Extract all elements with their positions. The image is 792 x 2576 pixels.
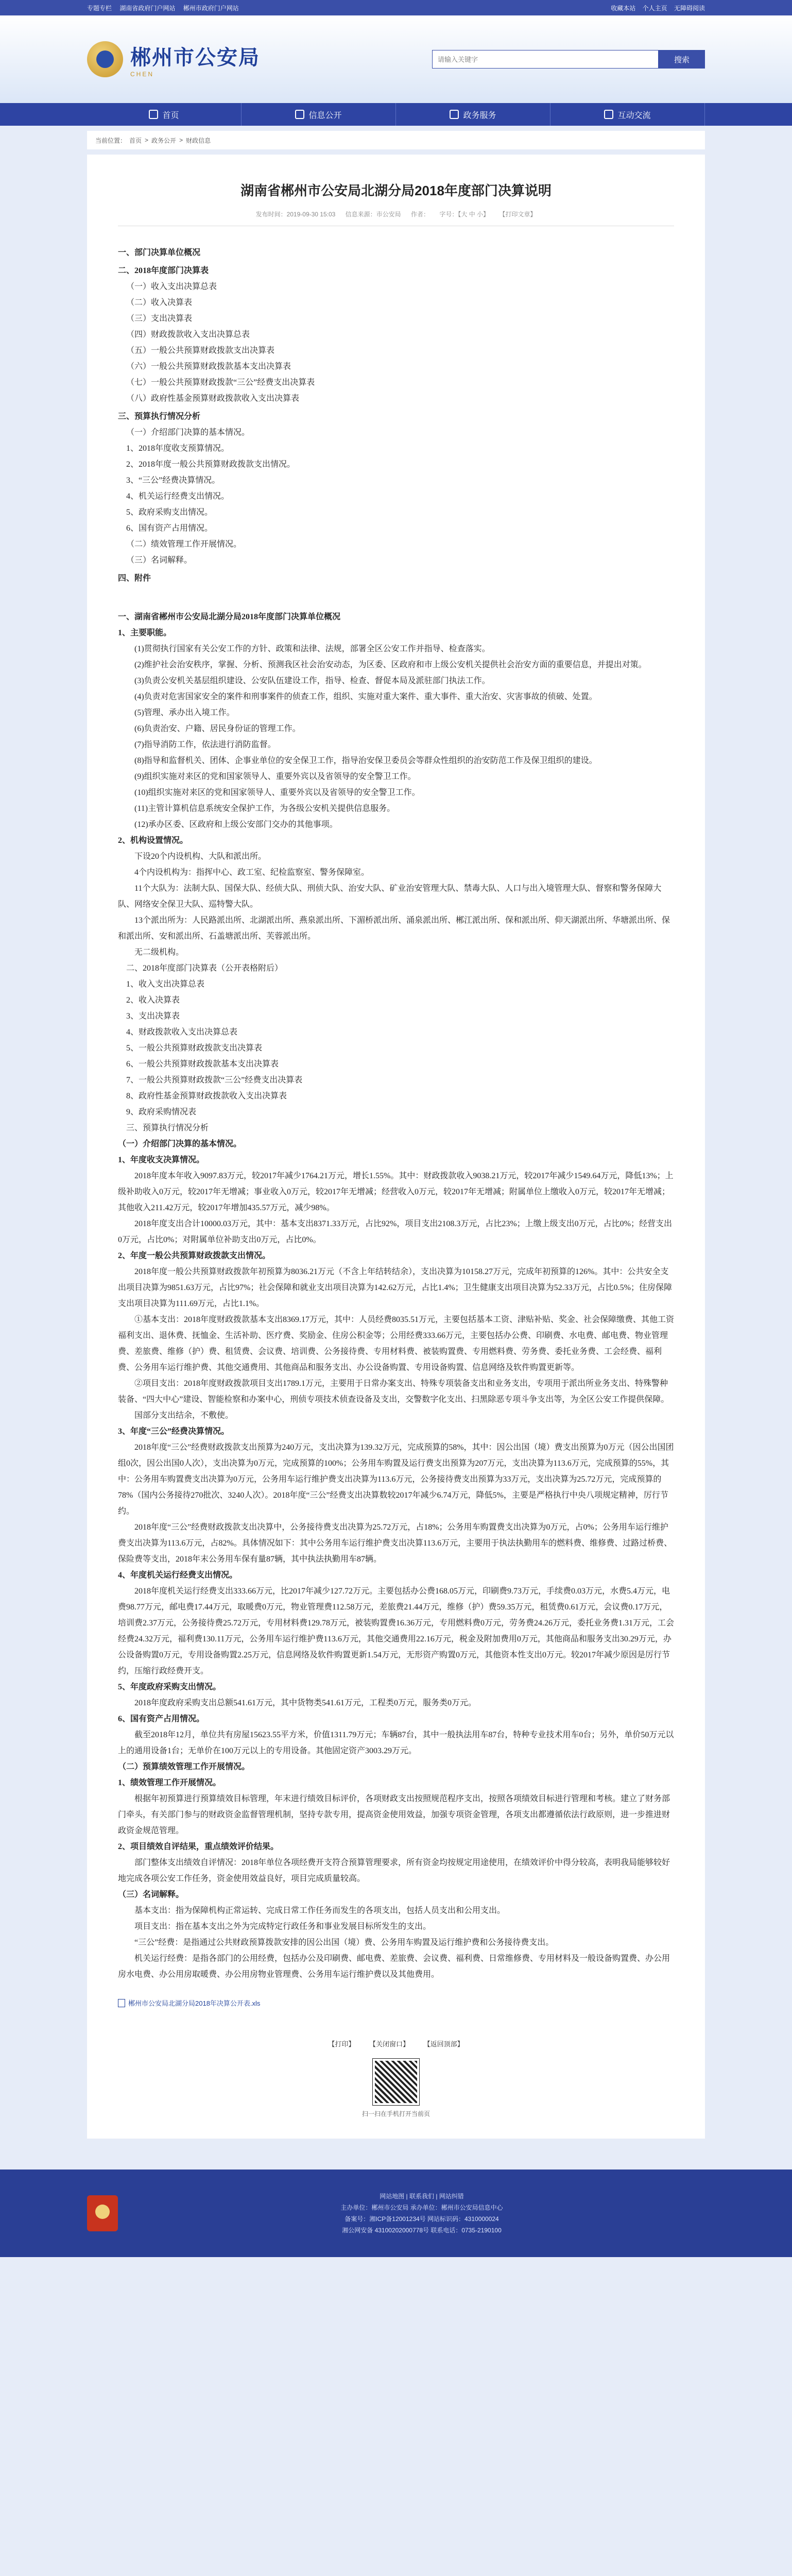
section-heading: 5、政府采购支出情况。 [126,508,213,517]
breadcrumb-label: 当前位置： [95,137,127,144]
article-meta [118,210,674,226]
section-heading: （一）收入支出决算总表 [126,282,217,291]
attachment-link[interactable] [118,1998,674,2008]
breadcrumb-sep: > [179,137,183,144]
paragraph: 项目支出：指在基本支出之外为完成特定行政任务和事业发展目标所发生的支出。 [134,1922,432,1931]
paragraph: ②项目支出：2018年度财政拨款项目支出1789.1万元，主要用于日常办案支出、特殊专项装备支出和业务支出，专项用于派出所业务支出、特殊警种装备、“四大中心”建设、智能检察和办案中心，刑侦专项技术侦查设备及支出，交警数字化支出、扫黑除恶专项斗争支出等，为全区公安工作提供保障。 [118,1379,669,1404]
section-heading: 4、财政拨款收入支出决算总表 [126,1028,238,1037]
service-icon [450,110,459,119]
paragraph: (3)负责公安机关基层组织建设、公安队伍建设工作，指导、检查、督促本局及派驻部门执法工作。 [134,676,490,685]
section-heading: 8、政府性基金预算财政拨款收入支出决算表 [126,1092,287,1100]
section-heading: （二）收入决算表 [126,298,193,307]
search-bar [432,50,705,69]
paragraph: (1)贯彻执行国家有关公安工作的方针、政策和法律、法规，部署全区公安工作并指导、检查落实。 [134,645,490,653]
paragraph: “三公”经费：是指通过公共财政预算拨款安排的因公出国（境）费、公务用车购置及运行维护费和公务接待费支出。 [134,1938,554,1947]
section-heading: 二、2018年度部门决算表 [118,266,209,275]
nav-interaction[interactable] [550,103,705,126]
paragraph: 2018年度“三公”经费财政拨款支出决算中，公务接待费支出决算为25.72万元，占18%；公务用车购置费支出决算为0万元，占0%；公务用车运行维护费支出决算为113.6万元，占82%。具体情况如下：其中公务用车运行维护费支出决算113.6万元，主要用于执法执勤用车的燃料费、维修费、过路过桥费、保险费等支出，2018年末公务用车保有量87辆，其中执法执勤用车87辆。 [118,1523,673,1564]
print-button[interactable]: 【打印】 [328,2040,355,2048]
breadcrumb-section[interactable]: 政务公开 [151,137,177,144]
accessibility-link[interactable]: 无障碍阅读 [674,4,705,12]
breadcrumb-home[interactable]: 首页 [129,137,142,144]
close-window-button[interactable]: 【关闭窗口】 [369,2040,409,2048]
footer-lines [139,2191,705,2236]
section-heading: （七）一般公共预算财政拨款“三公”经费支出决算表 [126,378,315,387]
home-icon [149,110,158,119]
paragraph: 2018年度支出合计10000.03万元，其中：基本支出8371.33万元，占比92%，项目支出2108.3万元，占比23%；上缴上级支出0万元，占比0%；经营支出0万元，占比0%；对附属单位补助支出0万元，占比0%。 [118,1219,672,1244]
footer-links[interactable]: 网站地图 | 联系我们 | 网站纠错 [380,2193,464,2200]
nav-info-disclosure[interactable] [242,103,396,126]
section-heading: 一、湖南省郴州市公安局北湖分局2018年度部门决算单位概况 [118,613,341,621]
section-gap [118,586,674,609]
author: 作者： [411,211,430,218]
font-size-control[interactable]: 字号：【大 中 小】 [439,211,490,218]
section-heading: 6、国有资产占用情况。 [118,1715,205,1723]
top-link[interactable]: 湖南省政府门户网站 [119,4,176,12]
table-of-contents [118,245,674,586]
page-title: 湖南省郴州市公安局北湖分局2018年度部门决算说明 [240,183,552,198]
section-heading: （一）介绍部门决算的基本情况。 [118,1140,242,1148]
paragraph: (6)负责治安、户籍、居民身份证的管理工作。 [134,724,301,733]
site-name: 郴州市公安局 [130,46,260,69]
top-link[interactable]: 郴州市政府门户网站 [183,4,239,12]
section-heading: 一、部门决算单位概况 [118,248,201,257]
paragraph: 截至2018年12月，单位共有房屋15623.55平方米，价值1311.79万元；车辆87台，其中一般执法用车87台，特种专业技术用车0台；另外，单价50万元以上的通用设备1台；无单价在100万元以上的专用设备。其他固定资产3003.29万元。 [118,1731,674,1755]
paragraph: (8)指导和监督机关、团体、企事业单位的安全保卫工作，指导治安保卫委员会等群众性组织的治安防范工作及保卫组织的建设。 [134,756,597,765]
paragraph: 基本支出：指为保障机构正常运转、完成日常工作任务而发生的各项支出，包括人员支出和公用支出。 [134,1906,506,1915]
paragraph: (12)承办区委、区政府和上级公安部门交办的其他事项。 [134,820,338,829]
paragraph: 4个内设机构为：指挥中心、政工室、纪检监察室、警务保障室。 [134,868,370,877]
qr-code [373,2059,419,2105]
paragraph: 2018年度一般公共预算财政拨款年初预算为8036.21万元（不含上年结转结余），支出决算为10158.27万元，完成年初预算的126%。其中：公共安全支出项目决算为9851.63万元，占比97%；社会保障和就业支出项目决算为142.62万元，占比1.4%；卫生健康支出项目决算为52.33万元，占比0.5%；住房保障支出项目决算为111.69万元，占比1.1%。 [118,1267,672,1308]
section-heading: 9、政府采购情况表 [126,1108,197,1116]
police-emblem-icon [87,41,123,77]
section-heading: （三）名词解释。 [126,556,193,565]
paragraph: 13个派出所为：人民路派出所、北湖派出所、燕泉派出所、下湄桥派出所、涌泉派出所、郴江派出所、保和派出所、仰天湖派出所、华塘派出所、保和派出所、安和派出所、石盖塘派出所、芙蓉派出所。 [118,916,670,941]
site-header [0,15,792,103]
paragraph: (11)主管计算机信息系统安全保护工作，为各级公安机关提供信息服务。 [134,804,395,813]
site-logo[interactable] [87,41,260,78]
attachment-name: 郴州市公安局北湖分局2018年决算公开表.xls [128,1999,261,2007]
section-heading: 7、一般公共预算财政拨款“三公”经费支出决算表 [126,1076,303,1084]
breadcrumb-sep: > [145,137,149,144]
paragraph: (5)管理、承办出入境工作。 [134,708,235,717]
footer-line: 主办单位：郴州市公安局 承办单位：郴州市公安局信息中心 [340,2204,503,2211]
section-heading: 6、国有资产占用情况。 [126,524,213,533]
top-links [87,4,245,12]
paragraph: 机关运行经费：是指各部门的公用经费，包括办公及印刷费、邮电费、差旅费、会议费、福利费、日常维修费、专用材料及一般设备购置费、办公用房水电费、办公用房取暖费、办公用房物业管理费、公务用车运行维护费以及其他费用。 [118,1954,670,1979]
section-heading: 1、收入支出决算总表 [126,980,205,989]
section-heading: 四、附件 [118,574,151,583]
site-sub: CHEN [130,70,154,78]
section-heading: 3、支出决算表 [126,1012,180,1021]
paragraph: 部门整体支出绩效自评情况：2018年单位各项经费开支符合预算管理要求，所有资金均按规定用途使用，在绩效评价中得分较高，表明我局能够较好地完成各项公安工作任务，资金使用效益良好，项目完成质量较高。 [118,1858,670,1883]
paragraph: (9)组织实施对来区的党和国家领导人、重要外宾以及省领导的安全警卫工作。 [134,772,416,781]
breadcrumb-current[interactable]: 财政信息 [186,137,211,144]
back-to-top-button[interactable]: 【返回顶部】 [423,2040,464,2048]
section-heading: 1、主要职能。 [118,629,172,637]
article-content [118,609,674,1982]
paragraph: 2018年度本年收入9097.83万元，较2017年减少1764.21万元，增长1.55%。其中：财政拨款收入9038.21万元，较2017年减少1549.64万元，降低13%；上级补助收入0万元，较2017年无增减；事业收入0万元，较2017年无增减；经营收入0万元，较2017年无增减；附属单位上缴收入0万元，较2017年无增减；其他收入211.42万元，较2017年增加435.57万元，减少98%。 [118,1172,674,1212]
article-body [118,245,674,2008]
nav-label: 首页 [162,111,179,120]
paragraph: 国部分支出结余，不敷使。 [134,1411,234,1420]
search-button[interactable]: 搜索 [659,50,705,69]
chat-icon [604,110,613,119]
paragraph: (7)指导消防工作，依法进行消防监督。 [134,740,276,749]
search-input[interactable] [432,50,659,69]
source: 信息来源：市公安局 [345,211,401,218]
section-heading: （五）一般公共预算财政拨款支出决算表 [126,346,275,355]
section-heading: 5、一般公共预算财政拨款支出决算表 [126,1044,263,1053]
section-heading: 2、收入决算表 [126,996,180,1005]
paragraph: 无二级机构。 [134,948,184,957]
nav-home[interactable] [87,103,242,126]
paragraph: 11个大队为：法制大队、国保大队、经侦大队、刑侦大队、治安大队、矿业治安管理大队、禁毒大队、人口与出入境管理大队、督察和警务保障大队、网络安全保卫大队、巡特警大队。 [118,884,662,909]
paragraph: (10)组织实施对来区的党和国家领导人、重要外宾以及省领导的安全警卫工作。 [134,788,420,797]
paragraph: (2)维护社会治安秩序，掌握、分析、预测我区社会治安动态，为区委、区政府和市上级公安机关提供社会治安方面的重要信息，并提出对策。 [134,660,647,669]
section-heading: 1、年度收支决算情况。 [118,1156,205,1164]
section-heading: （六）一般公共预算财政拨款基本支出决算表 [126,362,291,371]
paragraph: (4)负责对危害国家安全的案件和刑事案件的侦查工作，组织、实施对重大案件、重大事件、重大治安、灾害事故的侦破、处置。 [134,692,597,701]
nav-label: 互动交流 [617,111,651,120]
section-heading: （一）介绍部门决算的基本情况。 [126,428,250,437]
section-heading: 2、项目绩效自评结果，重点绩效评价结果。 [118,1842,279,1851]
section-heading: （三）支出决算表 [126,314,193,323]
article-page [87,155,705,2139]
section-heading: 5、年度政府采购支出情况。 [118,1683,221,1691]
main-nav [0,103,792,126]
party-badge-icon[interactable] [87,2195,118,2231]
document-icon [295,110,304,119]
section-heading: 1、2018年度收支预算情况。 [126,444,230,453]
top-right-links [606,4,705,12]
section-heading: 4、年度机关运行经费支出情况。 [118,1571,238,1580]
paragraph: 下设20个内设机构、大队和派出所。 [134,852,267,861]
section-heading: 3、“三公”经费决算情况。 [126,476,220,485]
print-link[interactable]: 【打印文章】 [499,211,537,218]
section-heading: 2、2018年度一般公共预算财政拨款支出情况。 [126,460,296,469]
personal-link[interactable]: 个人主页 [642,4,667,12]
section-heading: （二）预算绩效管理工作开展情况。 [118,1762,250,1771]
paragraph: 2018年度机关运行经费支出333.66万元，比2017年减少127.72万元。主要包括办公费168.05万元，印刷费9.73万元，手续费0.03万元，水费5.4万元，电费98.77万元，邮电费17.44万元，取暖费0万元，物业管理费112.58万元，差旅费21.44万元，维修（护）费59.35万元，租赁费0.61万元，会议费0.17万元，培训费2.37万元，公务接待费25.72万元，专用材料费129.78万元，被装购置费16.36万元，专用燃料费0万元，劳务费24.26万元，委托业务费1.31万元，工会经费24.32万元，福利费130.11万元，公务用车运行维护费113.6万元，其他交通费用22.16万元，税金及附加费用0万元，其他商品和服务支出30.29万元，办公设备购置0万元，专用设备购置2.25万元，信息网络及软件购置更新1.54万元，无形资产购置0万元，其他资本性支出0万元。较2017年减少原因是厉行节约，压缩行政经费开支。 [118,1587,675,1675]
section-heading: 2、年度一般公共预算财政拨款支出情况。 [118,1251,271,1260]
file-icon [118,1999,125,2007]
section-heading: 6、一般公共预算财政拨款基本支出决算表 [126,1060,279,1069]
publish-time: 发布时间：2019-09-30 15:03 [255,211,336,218]
article-tools [118,2039,674,2048]
section-heading: 三、预算执行情况分析 [126,1124,209,1132]
paragraph: 根据年初预算进行预算绩效目标管理，年末进行绩效目标评价，各项财政支出按照规范程序支出，按照各项绩效目标进行管理和考核。建立了财务部门牵头，有关部门参与的财政资金监督管理机制，坚持专款专用，提高资金使用效益，加强专项资金管理，各项支出都遵循依法行政原则，进一步推进财政资金规范管理。 [118,1794,670,1835]
footer-line: 备案号：湘ICP备12001234号 网站标识码：4310000024 [345,2215,499,2223]
nav-services[interactable] [396,103,550,126]
qr-label: 扫一扫在手机打开当前页 [361,2110,430,2117]
section-heading: 1、绩效管理工作开展情况。 [118,1778,221,1787]
section-heading: 三、预算执行情况分析 [118,412,201,421]
section-heading: （三）名词解释。 [118,1890,184,1899]
favorite-link[interactable]: 收藏本站 [611,4,636,12]
breadcrumb [87,131,705,149]
section-heading: 3、年度“三公”经费决算情况。 [118,1427,230,1436]
top-link[interactable]: 专题专栏 [87,4,112,12]
section-heading: （四）财政拨款收入支出决算总表 [126,330,250,339]
section-heading: 4、机关运行经费支出情况。 [126,492,230,501]
paragraph: 2018年度“三公”经费财政拨款支出预算为240万元，支出决算为139.32万元，完成预算的58%，其中：因公出国（境）费支出预算为0万元（因公出国团组0次，因公出国0人次），支出决算为0万元，完成预算的100%；公务用车购置及运行费支出预算为207万元，支出决算为113.6万元，完成预算的55%，其中：公务用车购置费支出决算为0万元，公务用车运行维护费支出决算为113.6万元，公务接待费支出预算为33万元，支出决算为25.72万元，完成预算的78%（国内公务接待270批次、3240人次）。2018年度“三公”经费支出决算数较2017年减少6.74万元，降低5%，主要是严格执行中央八项规定精神，厉行节约。 [118,1443,674,1516]
site-footer [0,2170,792,2257]
section-heading: （八）政府性基金预算财政拨款收入支出决算表 [126,394,300,403]
nav-label: 信息公开 [308,111,342,120]
paragraph: ①基本支出：2018年度财政拨款基本支出8369.17万元，其中：人员经费8035.51万元，主要包括基本工资、津贴补贴、奖金、社会保障缴费、其他工资福利支出、退休费、抚恤金、生活补助、医疗费、奖励金、住房公积金等；公用经费333.66万元，主要包括办公费、印刷费、水电费、邮电费、物业管理费、差旅费、维修（护）费、租赁费、会议费、培训费、公务接待费、专用材料费、被装购置费、专用燃料费、劳务费、委托业务费、工会经费、福利费、公务用车运行维护费、其他交通费用、其他商品和服务支出、办公设备购置、专用设备购置、信息网络及软件购置更新等。 [118,1315,675,1372]
paragraph: 2018年度政府采购支出总额541.61万元，其中货物类541.61万元，工程类0万元，服务类0万元。 [134,1699,477,1707]
top-bar [0,0,792,15]
section-heading: （二）绩效管理工作开展情况。 [126,540,242,549]
section-heading: 二、2018年度部门决算表（公开表格附后） [126,964,283,973]
section-heading: 2、机构设置情况。 [118,836,188,845]
nav-label: 政务服务 [463,111,496,120]
footer-line: 湘公网安备 43100202000778号 联系电话：0735-2190100 [342,2227,502,2234]
